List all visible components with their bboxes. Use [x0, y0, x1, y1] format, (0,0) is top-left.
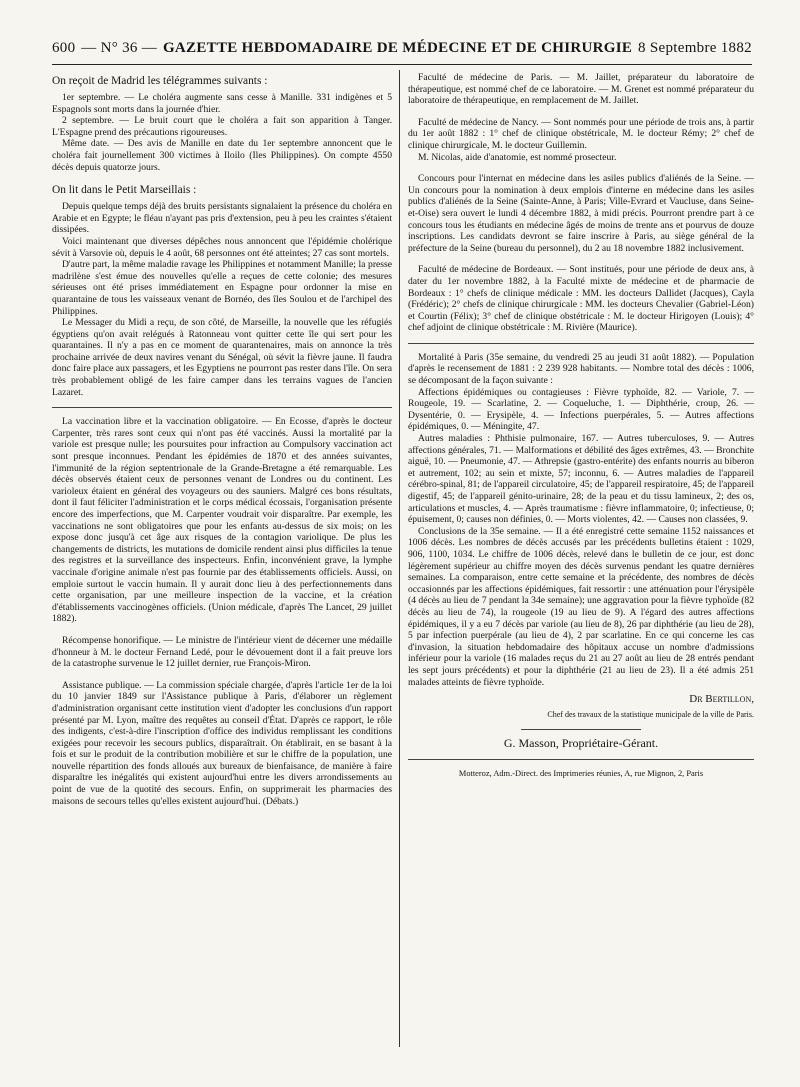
proprietaire-gerant: G. Masson, Propriétaire-Gérant.	[503, 736, 659, 751]
signature-name: Dr Bertillon,	[689, 693, 754, 706]
left-column	[52, 72, 392, 1047]
issue-date: 8 Septembre 1882	[638, 40, 752, 56]
gerant-rule-bottom	[408, 759, 754, 760]
faculte-paris-article: Faculté de médecine de Paris. — M. Jaillet, préparateur du laboratoire de thérapeutique, est nommé chef de ce laboratoire. — M. Grenet est nommé préparateur du laboratoire de thérapeutique, en remplacement de M. Jaillet.	[408, 72, 754, 107]
mortalite-article: Mortalité à Paris (35e semaine, du vendredi 25 au jeudi 31 août 1882). — Population d'après le recensement de 1881 : 2 239 928 habitants. — Nombre total des décès : 1006, se décomposant de la façon suivante :	[408, 351, 754, 387]
gerant-rule-top	[521, 729, 641, 730]
page-header	[52, 40, 752, 65]
section-rule	[52, 407, 392, 408]
madrid-intro: On reçoit de Madrid les télégrammes suivants :	[52, 75, 268, 87]
faculte-bordeaux-article: Faculté de médecine de Bordeaux. — Sont institués, pour une période de deux ans, à dater du 1er novembre 1882, à la Faculté mixte de médecine et de pharmacie de Bordeaux : 1° chefs de clinique médicale : MM. les docteurs Dallidet (Jacques), Cayla (Frédéric); 2° chefs de clinique chirurgicale : MM. les docteurs Chevalier (Gabriel-Léon) et Courtin (Félix); 3° chef de clinique obstétricale : M. le docteur Hirigoyen (Louis); 4° chef adjoint de clinique obstétricale : M. Rivière (Maurice).	[408, 264, 754, 334]
affections-paragraph: Affections épidémiques ou contagieuses : Fièvre typhoïde, 82. — Variole, 7. — Rougeole, 19. — Scarlatine, 2. — Coqueluche, 1. — Diphthérie, croup, 26. — Dysentérie, 0. — Erysipèle, 4. — Infections puerpérales, 5. — Autres affections épidémiques, 0. — Méningite, 47.	[408, 386, 754, 433]
conclusions-paragraph: Conclusions de la 35e semaine. — Il a été enregistré cette semaine 1152 naissances et 1006 décès. Les nombres de décès accusés par les précédents bulletins étaient : 1029, 906, 1100, 1034. Le chiffre de 1006 décès, relevé dans le bulletin de ce jour, est donc légèrement supérieur au chiffre moyen des décès survenus pendant les quatre dernières semaines. La comparaison, entre cette semaine et la précédente, des nombres de décès occasionnés par les affections épidémiques, fait ressortir : une atténuation pour l'érysipèle (4 décès au lieu de 7 pendant la 34e semaine); une aggravation pour la fièvre typhoïde (82 décès au lieu de 74), la rougeole (19 au lieu de 9). A l'égard des autres affections épidémiques, il y a eu 7 décès par variole (au lieu de 8), 26 par diphthérie (au lieu de 28), 5 par infection puerpérale (au lieu de 4), 2 par scarlatine. En ce qui concerne les cas d'invasion, la situation hebdomadaire des hôpitaux accuse un nombre d'admissions inférieur pour la variole (16 malades reçus du 21 au 27 août au lieu de 28 entrés pendant les sept jours précédents) et pour la diphthérie (21 au lieu de 23). Il a été admis 251 malades atteints de fièvre typhoïde.	[408, 525, 754, 688]
vaccination-article: La vaccination libre et la vaccination obligatoire. — En Ecosse, d'après le docteur Carpenter, très rares sont ceux qui n'ont pas été vaccinés. Aussi la mortalité par la variole est presque nulle; les poursuites pour infraction au Compulsory vaccination act sont presque inconnues. Pendant les épidémies de 1870 et des années suivantes, l'immunité de la région septentrionale de la Grande-Bretagne a été remarquable. Les décès observés étaient ceux de personnes venant de Londres ou du continent. Les varioleux étaient en général des voyageurs ou des sauniers. Malgré ces bons résultats, dont il faut féliciter l'administration et le corps médical écossais, l'organisation présente encore des imperfections, que M. Carpenter voudrait voir disparaître. Par exemple, les vaccinations ne sont obligatoires que pour les enfants au-dessus de six mois; on les expose donc jusqu'à cet âge aux risques de la contagion variolique. De plus les changements de districts, les mutations de domicile rendent ainsi plus difficiles la tenue des registres et la surveillance des inspecteurs. Enfin, inconvénient grave, la lymphe vaccinale d'origine animale n'est pas fournie par des établissements officiels. Aussi, on emploie surtout le vaccin humain. Il y aurait donc lieu à des perfectionnements dans cette organisation, par une meilleure inspection de la vaccine, et la création d'établissements vaccinogènes officiels. (Union médicale, d'après The Lancet, 29 juillet 1882).	[52, 416, 392, 625]
faculte-nancy-note: M. Nicolas, aide d'anatomie, est nommé prosecteur.	[418, 151, 617, 163]
signature-title: Chef des travaux de la statistique municipale de la ville de Paris.	[547, 709, 754, 719]
marseillais-paragraph-2: Voici maintenant que diverses dépêches nous annoncent que l'épidémie cholérique sévit à Varsovie où, depuis le 4 août, 68 personnes ont été atteintes; 27 cas sont mortels.	[52, 235, 392, 259]
page-number: 600	[52, 40, 76, 56]
column-divider	[399, 70, 400, 1047]
recompense-article: Récompense honorifique. — Le ministre de l'intérieur vient de décerner une médaille d'honneur à M. le docteur Fernand Ledé, pour le dévouement dont il a fait preuve lors de la catastrophe survenue le 12 juillet dernier, rue François-Miron.	[52, 634, 392, 670]
madrid-telegram-2: 2 septembre. — Le bruit court que le choléra a fait son apparition à Tanger. L'Espagne prend des précautions rigoureuses.	[52, 115, 392, 138]
printer-imprint: Motteroz, Adm.-Direct. des Imprimeries réunies, A, rue Mignon, 2, Paris	[458, 768, 704, 778]
concours-article: Concours pour l'internat en médecine dans les asiles publics d'aliénés de la Seine. — Un concours pour la nomination à deux emplois d'interne en médecine dans les asiles publics d'aliénés de la Seine (Sainte-Anne, à Paris; Ville-Evrard et Vaucluse, dans Seine-et-Oise) sera ouvert le lundi 4 décembre 1882, à midi précis. Pourront prendre part à ce concours tous les étudiants en médecine âgés de moins de trente ans et pourvus de douze inscriptions. Les candidats devront se faire inscrire à Paris, au siège général de la préfecture de la Seine (bureau du personnel), du 2 au 18 novembre 1882 inclusivement.	[408, 173, 754, 254]
journal-title: GAZETTE HEBDOMADAIRE DE MÉDECINE ET DE CHIRURGIE	[162, 40, 633, 56]
marseillais-intro: On lit dans le Petit Marseillais :	[52, 184, 197, 197]
marseillais-paragraph-4: Le Messager du Midi a reçu, de son côté, de Marseille, la nouvelle que les réfugiés égyptiens qu'on avait relégués à Ratonneau vont quitter cette île qui sert pour les quarantaines. Il n'y a pas en ce moment de quarantenaires, mais on annonce la très prochaine arrivée de deux navires venant du Sénégal, où sévit la fièvre jaune. Il faudra donc faire place aux passagers, et les Egyptiens ne pourront pas rester dans l'île. On sera très probablement obligé de les faire camper dans les terrains vagues de l'ancien Lazaret.	[52, 317, 392, 398]
assistance-article: Assistance publique. — La commission spéciale chargée, d'après l'article 1er de la loi du 10 janvier 1849 sur l'Assistance publique à Paris, d'élaborer un règlement d'administration organisant cette institution vient d'adopter les conclusions d'un rapport présenté par M. Lyon, maître des requêtes au conseil d'État. D'après ce rapport, le rôle des indigents, c'est-à-dire l'inscription d'office des individus remplissant les conditions exigées pour recevoir les secours publics, disparaîtrait. On établirait, en se basant à la fois et sur le produit de la contribution mobilière et sur le chiffre de la population, une nouvelle répartition des fonds alloués aux bureaux de bienfaisance, de manière à faire disparaître les inégalités qui existent aujourd'hui entre les divers arrondissements au point de vue de la quotité des secours. Enfin, on supprimerait les pharmacies des maisons de secours telles qu'elles existent aujourd'hui. (Débats.)	[52, 679, 392, 807]
right-column	[408, 72, 754, 1047]
marseillais-paragraph-1: Depuis quelque temps déjà des bruits persistants signalaient la présence du choléra en Arabie et en Egypte; le fléau n'ayant pas pris d'extension, peu à peu les craintes s'étaient dissipées.	[52, 201, 392, 236]
marseillais-paragraph-3: D'autre part, la même maladie ravage les Philippines et notamment Manille; la presse madrilène s'est émue des nouvelles qu'elle a reçues de cette colonie; des mesures sérieuses ont été prises immédiatement en Espagne pour ordonner la mise en quarantaine de tous les vaisseaux venant de Bornéo, des îles Soulou et de l'archipel des Philippines.	[52, 259, 392, 317]
section-rule	[408, 343, 754, 344]
faculte-nancy-article: Faculté de médecine de Nancy. — Sont nommés pour une période de trois ans, à partir du 1er août 1882 : 1° chef de clinique obstétricale, M. le docteur Rémy; 2° chef de clinique chirurgicale, M. le docteur Guillemin.	[408, 116, 754, 151]
madrid-telegram-1: 1er septembre. — Le choléra augmente sans cesse à Manille. 331 indigènes et 5 Espagnols sont morts dans la journée d'hier.	[52, 92, 392, 115]
madrid-telegram-3: Même date. — Des avis de Manille en date du 1er septembre annoncent que le choléra fait journellement 300 victimes à Iloilo (Iles Philippines). On compte 4550 décès depuis quatorze jours.	[52, 138, 392, 173]
autres-maladies-paragraph: Autres maladies : Phthisie pulmonaire, 167. — Autres tuberculoses, 9. — Autres affections générales, 71. — Malformations et débilité des âges extrêmes, 43. — Bronchite aiguë, 10. — Pneumonie, 47. — Athrepsie (gastro-entérite) des enfants nourris au biberon et autrement, 102; au sein et mixte, 57; inconnu, 6. — Autres maladies de l'appareil cérébro-spinal, 81; de l'appareil circulatoire, 45; de l'appareil respiratoire, 45; de l'appareil digestif, 45; de l'appareil génito-urinaire, 28; de la peau et du tissu lamineux, 2; des os, articulations et muscles, 4. — Après traumatisme : fièvre inflammatoire, 0; infectieuse, 0; épuisement, 0; causes non définies, 0. — Morts violentes, 42. — Causes non classées, 9.	[408, 433, 754, 526]
issue-number: — N° 36 —	[81, 40, 158, 56]
